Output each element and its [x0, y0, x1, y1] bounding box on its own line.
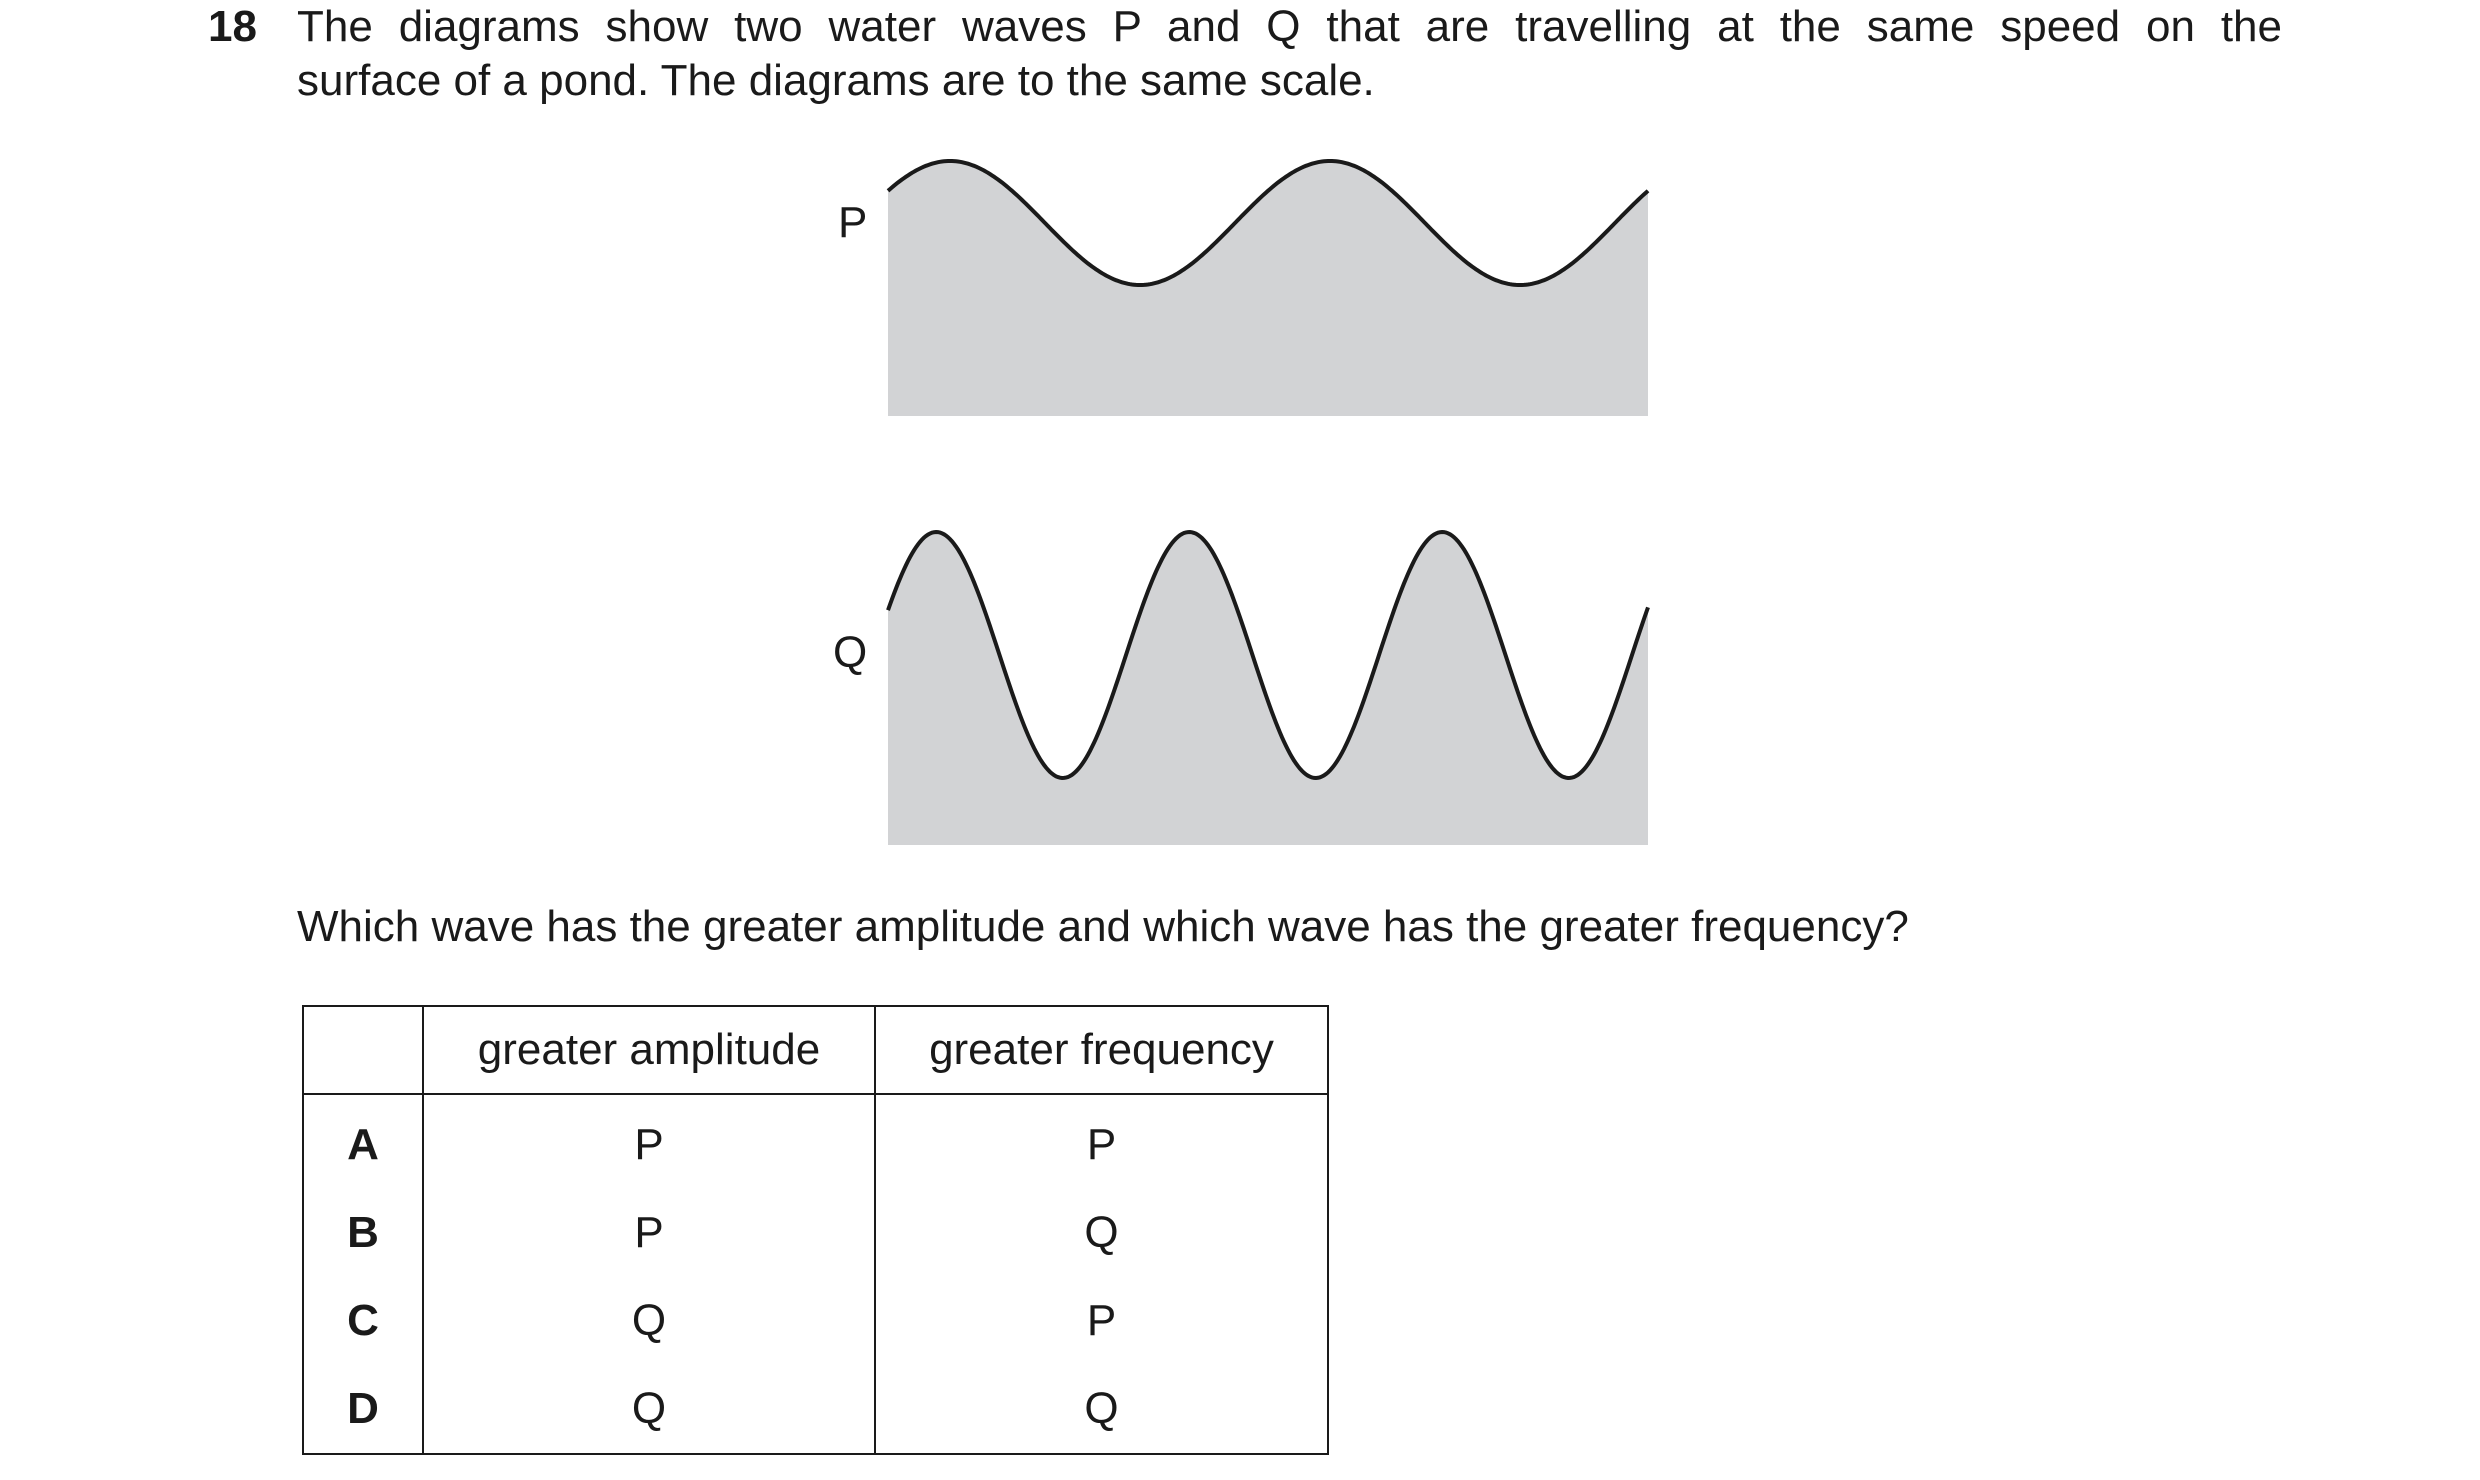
amplitude-cell: P: [423, 1189, 875, 1277]
frequency-cell: Q: [875, 1365, 1328, 1454]
table-row[interactable]: [303, 1094, 1328, 1189]
frequency-cell: P: [875, 1094, 1328, 1189]
table-row[interactable]: [303, 1189, 1328, 1277]
wave-p-label: P: [838, 198, 868, 247]
question-stem-line-2: surface of a pond. The diagrams are to the same scale.: [297, 56, 1375, 105]
option-letter: A: [303, 1094, 423, 1189]
header-blank: [303, 1006, 423, 1094]
table-row[interactable]: [303, 1277, 1328, 1365]
amplitude-cell: Q: [423, 1365, 875, 1454]
answer-table-header: [303, 1006, 1328, 1094]
frequency-cell: P: [875, 1277, 1328, 1365]
question-prompt: Which wave has the greater amplitude and which wave has the greater frequency?: [297, 902, 1909, 951]
amplitude-cell: P: [423, 1094, 875, 1189]
option-letter: C: [303, 1277, 423, 1365]
wave-p-diagram: [888, 161, 1648, 416]
wave-q-diagram: [888, 532, 1648, 845]
table-row[interactable]: [303, 1365, 1328, 1454]
frequency-cell: Q: [875, 1189, 1328, 1277]
question-stem-line-1: The diagrams show two water waves P and Q that are travelling at the same speed on the: [297, 2, 2282, 51]
option-letter: D: [303, 1365, 423, 1454]
header-greater-amplitude: greater amplitude: [423, 1006, 875, 1094]
answer-table: [302, 1005, 1329, 1455]
question-number: 18: [208, 2, 257, 51]
option-letter: B: [303, 1189, 423, 1277]
wave-p-water: [888, 161, 1648, 416]
amplitude-cell: Q: [423, 1277, 875, 1365]
wave-q-water: [888, 532, 1648, 845]
wave-q-label: Q: [833, 628, 868, 677]
header-greater-frequency: greater frequency: [875, 1006, 1328, 1094]
